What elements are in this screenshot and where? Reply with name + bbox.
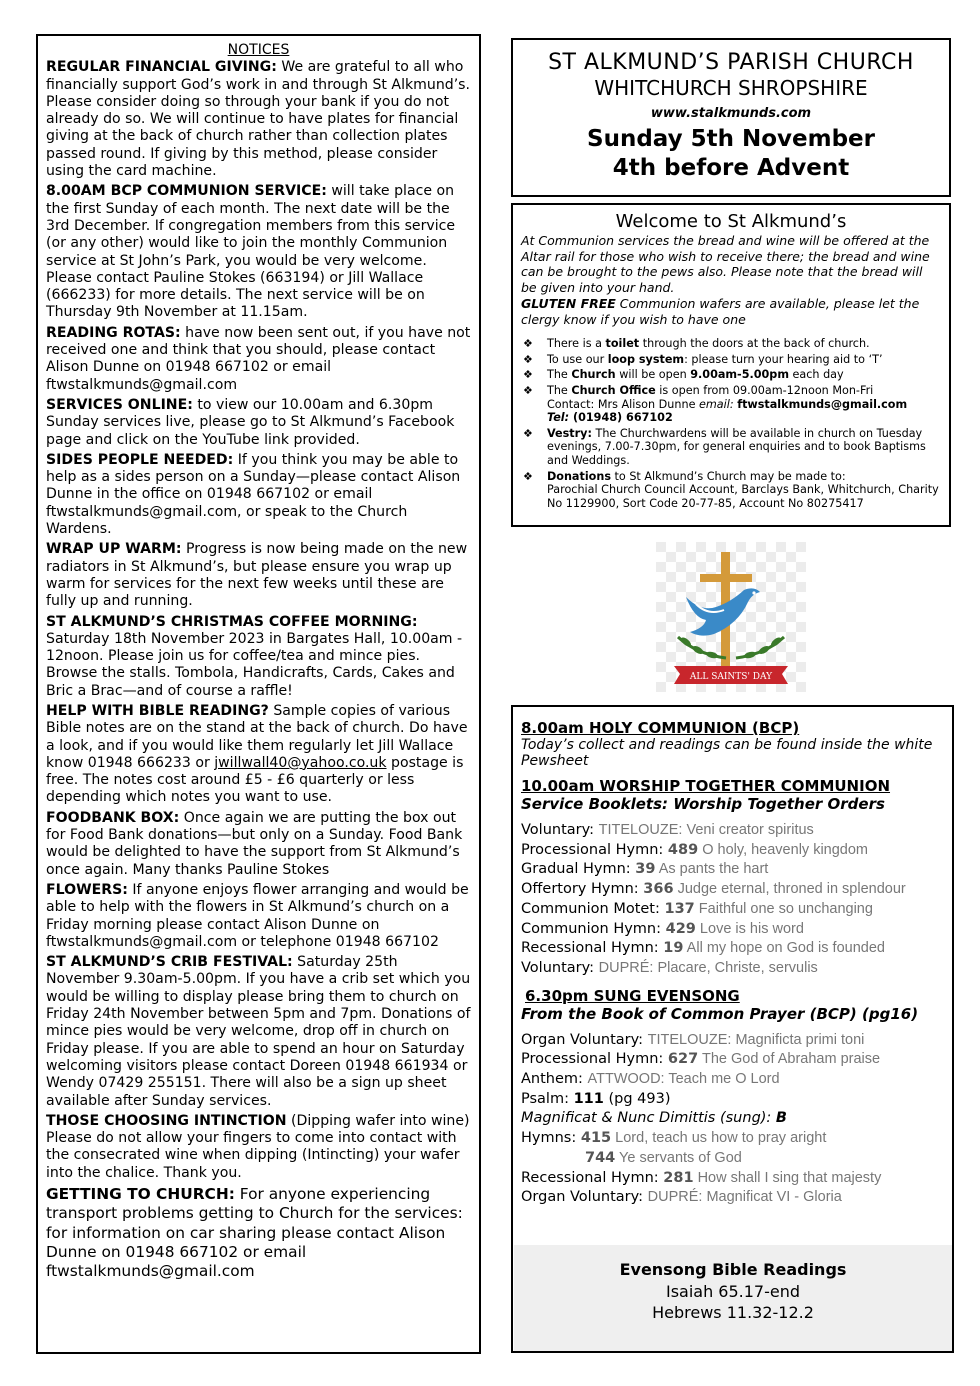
church-name: ST ALKMUND’S PARISH CHURCH bbox=[548, 50, 914, 75]
service-date: Sunday 5th November bbox=[587, 126, 875, 152]
service-occasion: 4th before Advent bbox=[612, 155, 850, 181]
list-item: ❖ Vestry: The Churchwardens will be available in church on Tuesday evenings, 7.00-7.30pm, for general enquiries and to book Baptisms and Weddings. bbox=[523, 426, 926, 467]
notice-item: ST ALKMUND’S CHRISTMAS COFFEE MORNING: Saturday 18th November 2023 in Bargates Hall, 10.00am - 12noon. Please join us for coffee/tea and mince pies. Browse the stalls. Tombola, Handicrafts, Cards, Cakes and Bric a Brac—and of course a raffle! bbox=[46, 613, 463, 699]
diamond-bullet-icon: ❖ bbox=[523, 352, 533, 366]
service-heading: 8.00am HOLY COMMUNION (BCP) bbox=[521, 719, 800, 737]
welcome-panel bbox=[511, 203, 951, 527]
reading-2: Hebrews 11.32-12.2 bbox=[652, 1303, 814, 1322]
music-line: Voluntary: TITELOUZE: Veni creator spiritus bbox=[521, 822, 814, 838]
music-line: Voluntary: DUPRÉ: Placare, Christe, servulis bbox=[521, 959, 818, 976]
music-line: Communion Hymn: 429 Love is his word bbox=[521, 920, 804, 937]
email-link[interactable]: jwillwall40@yahoo.co.uk bbox=[214, 754, 387, 771]
music-line: Hymns: 415 Lord, teach us how to pray aright bbox=[521, 1130, 827, 1147]
church-header bbox=[511, 38, 951, 197]
list-item: ❖ There is a toilet through the doors at the back of church. bbox=[523, 337, 870, 351]
notice-item: FLOWERS: If anyone enjoys flower arranging and would be able to help with the flowers in St Alkmund’s church on a Friday morning please contact Alison Dunne on ftwstalkmunds@gmail.com or telephone 01948 667102 bbox=[46, 881, 469, 950]
music-line: Anthem: ATTWOOD: Teach me O Lord bbox=[521, 1071, 780, 1088]
magnificat-line: Magnificat & Nunc Dimittis (sung): B bbox=[521, 1110, 787, 1127]
reading-1: Isaiah 65.17-end bbox=[665, 1282, 801, 1301]
music-line: Gradual Hymn: 39 As pants the hart bbox=[521, 861, 769, 878]
notice-item-bible: HELP WITH BIBLE READING? Sample copies of various Bible notes are on the stand at the back of church. Do have a look, and if you would like them regularly let Jill Wallace know 01948 666233 or jwillwall40@yahoo.co.uk postage is free. The notes cost around £5 - £6 quarterly or less depending which notes you want to use. bbox=[46, 702, 468, 806]
notices-title: NOTICES bbox=[227, 42, 290, 58]
music-line: Organ Voluntary: TITELOUZE: Magnificta primi toni bbox=[521, 1031, 865, 1048]
notice-item: ST ALKMUND’S CRIB FESTIVAL: Saturday 25th November 9.30am-5.00pm. If you have a crib set which you would be willing to display please bring them to church on Friday 24th November between 5pm and 7pm. Donations of mince pies would be very welcome, drop off in church on Friday please. If you are able to spend an hour on Saturday welcoming visitors please contact Doreen 01948 661934 or Wendy 07429 255151. There will also be a sign up sheet available after Sunday services. bbox=[46, 954, 471, 1109]
diamond-bullet-icon: ❖ bbox=[523, 469, 533, 483]
notice-item: REGULAR FINANCIAL GIVING: We are grateful to all who financially support God’s work in and through St Alkmund’s. Please consider doing so through your bank if you do not already do so. We will continue to have plates for financial giving at the back of church rather than collection plates passed round. If giving by this method, please consider using the card machine. bbox=[46, 59, 470, 180]
notices-panel bbox=[36, 34, 481, 1354]
music-line: Recessional Hymn: 281 How shall I sing that majesty bbox=[521, 1169, 882, 1186]
evensong-readings bbox=[514, 1245, 952, 1351]
notice-item: READING ROTAS: have now been sent out, if you have not received one and think that you should, please contact Alison Dunne on 01948 667102 or email ftwstalkmunds@gmail.com bbox=[46, 324, 471, 393]
service-subtitle: Today’s collect and readings can be found inside the white Pewsheet bbox=[521, 737, 933, 769]
list-item: ❖ Donations to St Alkmund’s Church may be made to: Parochial Church Council Account, Barclays Bank, Whitchurch, Charity No 1129900, Sort Code 20-77-85, Account No 80275417 bbox=[523, 469, 939, 510]
all-saints-day-logo-icon bbox=[656, 542, 806, 692]
welcome-text: At Communion services the bread and wine will be offered at the Altar rail for those who wish to receive there; the bread and wine can be brought to the pews also. Please note that the bread will be given into your hand. GLUTEN FREE Communion wafers are available, please let the clergy know if you wish to have one bbox=[521, 233, 930, 327]
notice-item: 8.00AM BCP COMMUNION SERVICE: will take place on the first Sunday of each month. The next date will be the 3rd December. If congregation members from this service (or any other) would like to join the monthly Communion service at St John’s Park, you would be very welcome. Please contact Pauline Stokes (663194) or Jill Wallace (666233) for more details. The next service will be on Thursday 9th November at 11.15am. bbox=[46, 183, 456, 321]
notice-item: SERVICES ONLINE: to view our 10.00am and 6.30pm Sunday services live, please go to St Alkmund’s Facebook page and click on the YouTube link provided. bbox=[46, 396, 455, 448]
music-line: Offertory Hymn: 366 Judge eternal, throned in splendour bbox=[521, 881, 906, 898]
notice-item-getting: GETTING TO CHURCH: For anyone experiencing transport problems getting to Church for the services: for information on car sharing please contact Alison Dunne on 01948 667102 or email ftwstalkmunds@gmail.com bbox=[46, 1185, 463, 1281]
notice-item: SIDES PEOPLE NEEDED: If you think you may be able to help as a sides person on a Sunday—please contact Alison Dunne in the office on 01948 667102 or email ftwstalkmunds@gmail.com, or speak to the Church Wardens. bbox=[46, 451, 461, 538]
diamond-bullet-icon: ❖ bbox=[523, 368, 533, 382]
music-line: 744 Ye servants of God bbox=[585, 1149, 742, 1166]
notice-item: WRAP UP WARM: Progress is now being made on the new radiators in St Alkmund’s, but please ensure you wrap up warm for services for the next few weeks until these are fully up and running. bbox=[46, 541, 468, 610]
church-location: WHITCHURCH SHROPSHIRE bbox=[594, 76, 868, 100]
music-line: Organ Voluntary: DUPRÉ: Magnificat VI - Gloria bbox=[521, 1189, 842, 1206]
diamond-bullet-icon: ❖ bbox=[523, 426, 533, 440]
readings-title: Evensong Bible Readings bbox=[619, 1260, 847, 1279]
list-item: ❖ The Church will be open 9.00am-5.00pm each day bbox=[523, 368, 844, 382]
music-line: Communion Motet: 137 Faithful one so unchanging bbox=[521, 900, 873, 917]
list-item: ❖ The Church Office is open from 09.00am-12noon Mon-Fri Contact: Mrs Alison Dunne email: ftwstalkmunds@gmail.com Tel: (01948) 667102 bbox=[523, 384, 908, 425]
music-line: Processional Hymn: 489 O holy, heavenly kingdom bbox=[521, 841, 868, 858]
welcome-title: Welcome to St Alkmund’s bbox=[615, 211, 847, 232]
music-line: Recessional Hymn: 19 All my hope on God is founded bbox=[521, 940, 885, 957]
list-item: ❖ To use our loop system: please turn your hearing aid to ‘T’ bbox=[523, 352, 883, 366]
service-heading: 10.00am WORSHIP TOGETHER COMMUNION bbox=[521, 777, 891, 795]
logo-banner-text: ALL SAINTS' DAY bbox=[689, 672, 773, 682]
notice-item: THOSE CHOOSING INTINCTION (Dipping wafer into wine) Please do not allow your fingers to come into contact with the consecrated wine when dipping (Intincting) your wafer into the chalice. Thank you. bbox=[46, 1112, 470, 1181]
notice-item: FOODBANK BOX: Once again we are putting the box out for Food Bank donations—but only on a Sunday. Food Bank would be delighted to have the support from St Alkmund’s once again. Many thanks Pauline Stokes bbox=[46, 809, 463, 878]
music-line: Processional Hymn: 627 The God of Abraham praise bbox=[521, 1051, 881, 1068]
diamond-bullet-icon: ❖ bbox=[523, 384, 533, 397]
service-subtitle: Service Booklets: Worship Together Orders bbox=[521, 795, 885, 813]
info-list bbox=[521, 337, 941, 510]
psalm-line: Psalm: 111 (pg 493) bbox=[521, 1090, 671, 1107]
service-subtitle: From the Book of Common Prayer (BCP) (pg16) bbox=[521, 1004, 919, 1023]
diamond-bullet-icon: ❖ bbox=[523, 337, 533, 351]
website: www.stalkmunds.com bbox=[650, 106, 812, 121]
service-heading: 6.30pm SUNG EVENSONG bbox=[525, 986, 740, 1005]
